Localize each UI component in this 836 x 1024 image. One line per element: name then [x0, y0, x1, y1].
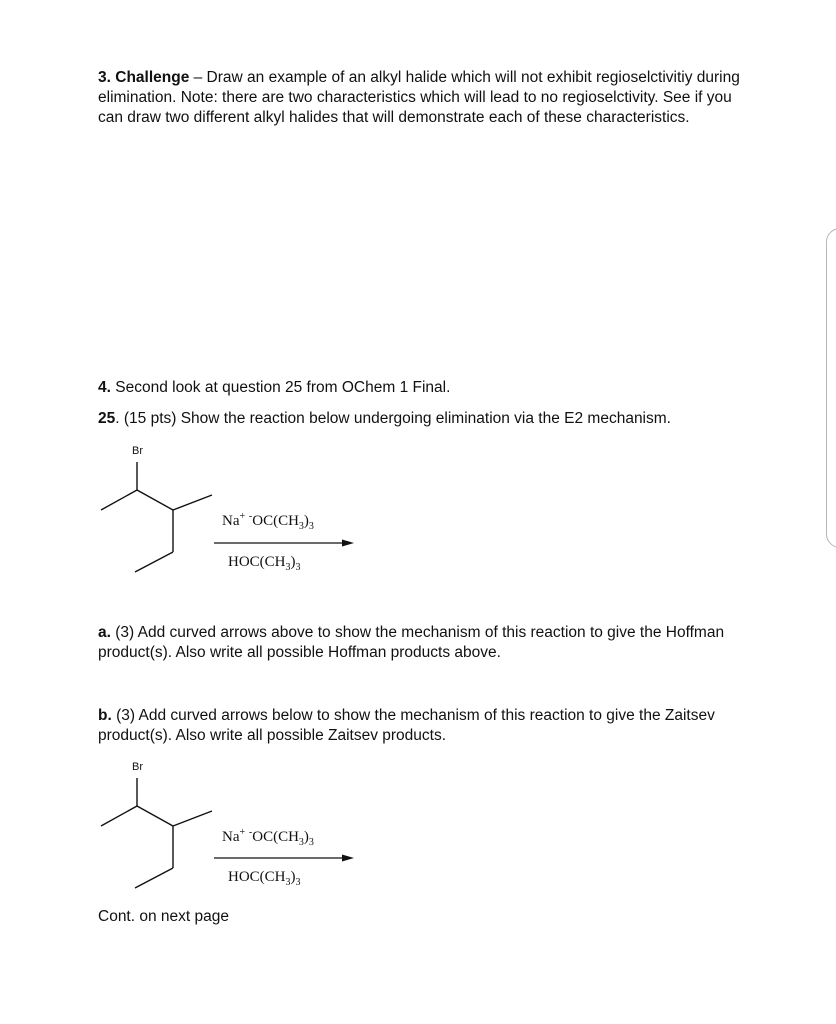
reaction-1-reagent: Na+ $^-OC(CH_3)_3$ [222, 511, 314, 532]
question-3 [98, 68, 748, 128]
part-b-text: (3) Add curved arrows below to show the mechanism of this reaction to give the Zaitsev product(s). Also write all possible Zaitsev products. [98, 707, 715, 744]
question-25-number: 25 [98, 410, 116, 427]
question-25-text: . (15 pts) Show the reaction below undergoing elimination via the E2 mechanism. [115, 410, 671, 427]
question-part-b [98, 706, 738, 746]
scroll-handle[interactable] [826, 228, 836, 548]
question-4-number: 4. [98, 379, 111, 396]
question-3-title: Challenge [115, 69, 190, 86]
continued-note: Cont. on next page [98, 908, 229, 925]
reaction-1-bromine-label: Br [132, 445, 143, 457]
part-b-label: b. [98, 707, 112, 724]
question-4 [98, 378, 748, 398]
reaction-2-arrow [212, 852, 362, 864]
question-part-a [98, 623, 738, 663]
part-a-label: a. [98, 624, 111, 641]
reaction-1-skeleton [101, 462, 212, 572]
reaction-1-arrow [212, 537, 362, 549]
reaction-2-skeleton [101, 778, 212, 888]
reaction-2-reagent: Na+ $^-OC(CH_3)_3$ [222, 827, 314, 848]
part-a-text: (3) Add curved arrows above to show the mechanism of this reaction to give the Hoffman product(s). Also write all possible Hoffman products above. [98, 624, 725, 661]
question-3-number: 3. [98, 69, 111, 86]
question-4-text: Second look at question 25 from OChem 1 Final. [110, 379, 451, 396]
question-3-text: – Draw an example of an alkyl halide which will not exhibit regioselctivitiy during elimination. Note: there are two characteristics which will lead to no regioselctivity. See if you can draw two different alkyl halides that will demonstrate each of these characteristics. [98, 69, 740, 126]
reaction-1-solvent: $HOC(CH_3)_3$ [228, 554, 301, 573]
reaction-2-bromine-label: Br [132, 761, 143, 773]
question-25 [98, 409, 798, 429]
reaction-2-solvent: $HOC(CH_3)_3$ [228, 869, 301, 888]
